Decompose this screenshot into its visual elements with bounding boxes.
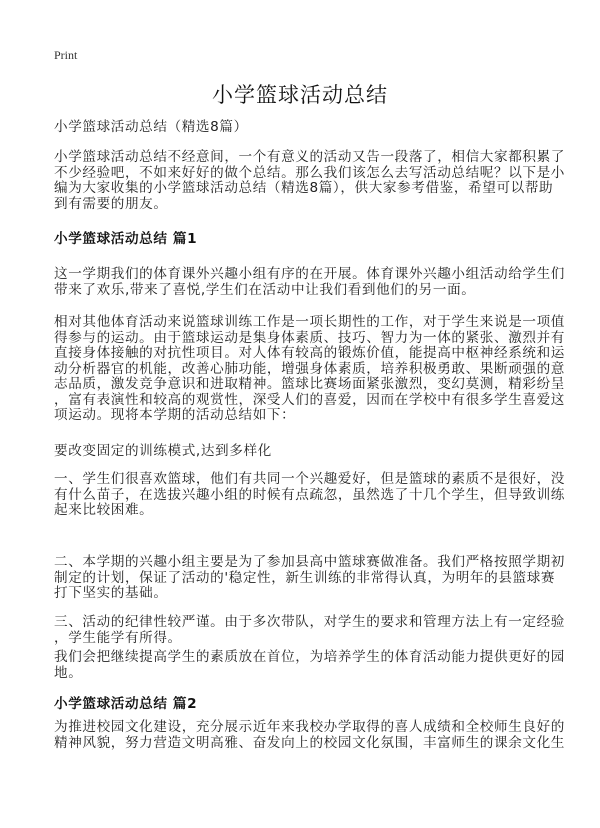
text-line: 编为大家收集的小学篮球活动总结（精选8篇），供大家参考借鉴，希望可以帮助 [54,180,554,196]
text-line: 志品质，激发竞争意识和进取精神。篮球比赛场面紧张激烈，变幻莫测，精彩纷呈 [54,376,565,392]
paragraph [54,615,564,646]
text-line: 动分析器官的机能，改善心肺功能，增强身体素质，培养积极勇敢、果断顽强的意 [54,360,565,377]
text-line: 起来比较困难。 [54,502,154,518]
text-line: 我们会把继续提高学生的素质放在首位，为培养学生的体育活动能力提供更好的园 [54,649,565,665]
text-line: 不少经验吧，不如来好好的做个总结。那么我们该怎么去写活动总结呢？以下是小 [54,164,565,181]
text-line: 小学篮球活动总结不经意间，一个有意义的活动又告一段落了，相信大家都积累了 [54,149,565,165]
text-line: 地。 [54,664,83,681]
print-link[interactable]: Print [54,48,78,62]
text-line: 制定的计划，保证了活动的'稳定性，新生训练的非常得认真，为明年的县篮球赛 [54,569,556,586]
text-line: 得参与的运动。由于篮球运动是集身体素质、技巧、智力为一体的紧张、激烈并有 [54,329,565,346]
text-line: 精神风貌，努力营造文明高雅、奋发向上的校园文化氛围，丰富师生的课余文化生 [54,734,565,751]
paragraph [54,472,564,519]
text-line: 带来了欢乐,带来了喜悦,学生们在活动中让我们看到他们的另一面。 [54,281,476,298]
text-line: 到有需要的朋友。 [54,195,168,212]
paragraph [54,444,564,460]
text-line: 小学篮球活动总结（精选8篇） [54,119,248,135]
paragraph [54,267,564,298]
intro-paragraph [54,150,564,212]
text-line: 相对其他体育活动来说篮球训练工作是一项长期性的工作，对于学生来说是一项值 [54,314,565,330]
text-line: 三、活动的纪律性较严谨。由于多次带队，对学生的要求和管理方法上有一定经验 [54,614,565,630]
text-line: 项运动。现将本学期的活动总结如下： [54,407,296,423]
text-line: 小学篮球活动总结 篇2 [54,696,198,712]
text-line: 这一学期我们的体育课外兴趣小组有序的在开展。体育课外兴趣小组活动给学生们 [54,266,565,282]
text-line: 小学篮球活动总结 篇1 [54,231,198,247]
text-line: ，富有表演性和较高的观赏性，深受人们的喜爱，因而在学校中有很多学生喜爱这 [54,391,565,408]
paragraph [54,720,564,751]
text-line: 有什么苗子，在选拔兴趣小组的时候有点疏忽，虽然选了十几个学生，但导致训练 [54,486,565,503]
paragraph [54,555,564,602]
text-line: 为推进校园文化建设，充分展示近年来我校办学取得的喜人成绩和全校师生良好的 [54,719,565,735]
text-line: 二、本学期的兴趣小组主要是为了参加县高中篮球赛做准备。我们严格按照学期初 [54,554,565,570]
subtitle [54,120,564,136]
text-line: 一、学生们很喜欢篮球，他们有共同一个兴趣爱好，但是篮球的素质不是很好，没 [54,471,565,487]
paragraph [54,315,564,424]
text-line: 直接身体接触的对抗性项目。对人体有较高的锻炼价值，能提高中枢神经系统和运 [54,345,565,361]
text-line: ，学生能学有所得。 [54,629,182,646]
page-title: 小学篮球活动总结 [212,83,388,107]
text-line: 打下坚实的基础。 [54,585,168,601]
text-line: 要改变固定的训练模式,达到多样化 [54,443,272,459]
paragraph [54,650,564,681]
section-heading-2 [54,697,564,713]
section-heading-1 [54,232,564,248]
